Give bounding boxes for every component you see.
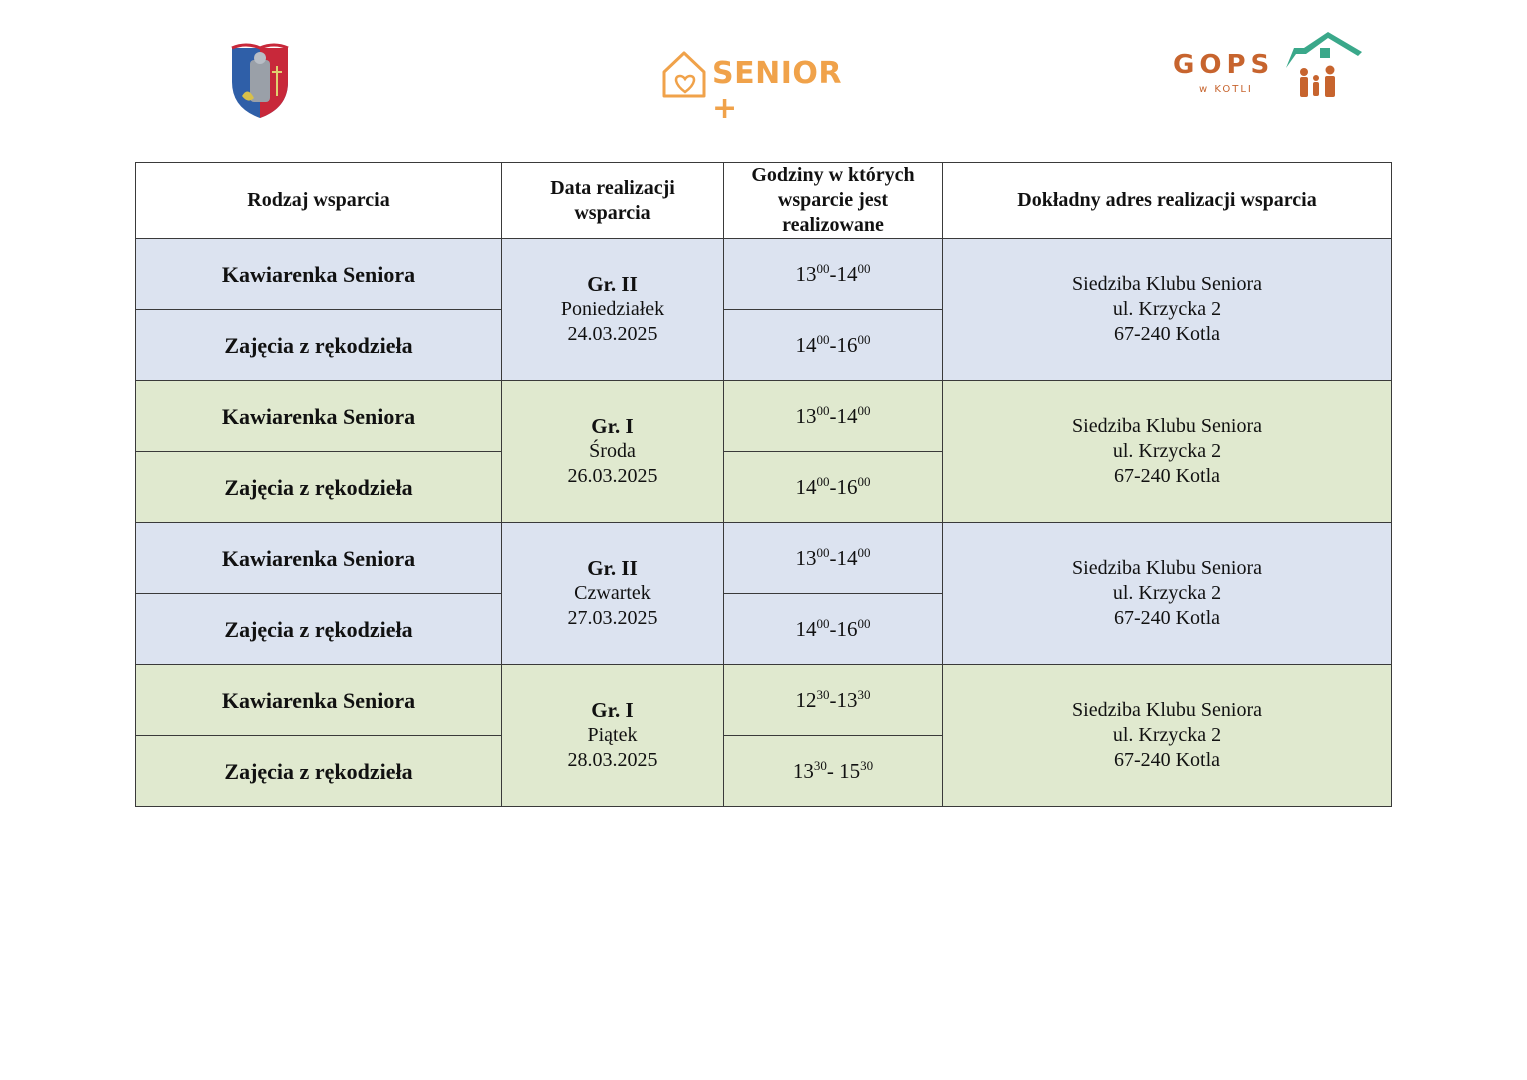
end-minute: 00: [857, 544, 871, 560]
start-hour: 14: [795, 332, 817, 357]
support-type-cell: Zajęcia z rękodzieła: [136, 594, 502, 665]
end-minute: 30: [857, 686, 871, 702]
address-line-1: Siedziba Klubu Seniora: [1072, 273, 1262, 295]
start-hour: 13: [795, 261, 817, 286]
support-type-cell: Kawiarenka Seniora: [136, 239, 502, 310]
gops-subtitle: w KOTLI: [1199, 84, 1253, 95]
start-minute: 30: [816, 686, 830, 702]
time-separator: -: [829, 545, 837, 570]
support-type-cell: Kawiarenka Seniora: [136, 381, 502, 452]
end-hour: 16: [836, 332, 858, 357]
end-hour: 15: [839, 758, 861, 783]
house-heart-icon: [660, 48, 710, 102]
gops-text: GOPS: [1173, 50, 1275, 80]
address-line-3: 67-240 Kotla: [1113, 749, 1221, 771]
table-row: [136, 665, 1392, 736]
end-hour: 14: [836, 261, 858, 286]
table-header-row: [136, 163, 1392, 239]
date-label: 27.03.2025: [567, 607, 658, 629]
group-label: Gr. II: [587, 272, 638, 296]
day-label: Środa: [589, 440, 636, 462]
start-hour: 13: [795, 545, 817, 570]
address-cell: [943, 381, 1392, 523]
start-minute: 00: [816, 331, 830, 347]
address-cell: [943, 239, 1392, 381]
start-hour: 12: [795, 687, 817, 712]
time-separator: -: [826, 758, 840, 783]
end-hour: 16: [836, 474, 858, 499]
schedule-table: [135, 162, 1392, 807]
start-hour: 14: [795, 616, 817, 641]
end-minute: 00: [857, 331, 871, 347]
start-hour: 14: [795, 474, 817, 499]
address-line-1: Siedziba Klubu Seniora: [1072, 415, 1262, 437]
end-hour: 16: [836, 616, 858, 641]
day-label: Piątek: [587, 724, 638, 746]
date-label: 26.03.2025: [567, 465, 658, 487]
address-line-2: ul. Krzycka 2: [1112, 724, 1222, 746]
support-type-cell: Zajęcia z rękodzieła: [136, 736, 502, 807]
end-hour: 14: [836, 545, 858, 570]
day-label: Poniedziałek: [560, 298, 665, 320]
support-type-cell: Kawiarenka Seniora: [136, 523, 502, 594]
address-line-2: ul. Krzycka 2: [1112, 440, 1222, 462]
date-label: 24.03.2025: [567, 323, 658, 345]
start-minute: 00: [816, 473, 830, 489]
start-hour: 13: [795, 403, 817, 428]
time-separator: -: [829, 616, 837, 641]
table-row: [136, 239, 1392, 310]
address-line-2: ul. Krzycka 2: [1112, 298, 1222, 320]
end-minute: 30: [860, 757, 874, 773]
support-type-cell: Zajęcia z rękodzieła: [136, 452, 502, 523]
table-row: [136, 523, 1392, 594]
end-minute: 00: [857, 473, 871, 489]
start-minute: 00: [816, 402, 830, 418]
table-row: [136, 381, 1392, 452]
end-minute: 00: [857, 260, 871, 276]
header-hours-label: Godziny w których wsparcie jest realizowane: [751, 164, 915, 236]
end-minute: 00: [857, 402, 871, 418]
end-hour: 14: [836, 403, 858, 428]
date-cell: [502, 239, 724, 381]
senior-plus-logo: [660, 48, 870, 126]
gops-logo: [1170, 28, 1370, 102]
end-hour: 13: [836, 687, 858, 712]
header-support-type: Rodzaj wsparcia: [136, 163, 502, 239]
date-label: 28.03.2025: [567, 749, 658, 771]
address-line-3: 67-240 Kotla: [1113, 465, 1221, 487]
header-hours: [724, 163, 943, 239]
address-line-3: 67-240 Kotla: [1113, 323, 1221, 345]
group-label: Gr. II: [587, 556, 638, 580]
address-line-1: Siedziba Klubu Seniora: [1072, 699, 1262, 721]
header-date-label: Data realizacji wsparcia: [550, 176, 675, 224]
address-line-3: 67-240 Kotla: [1113, 607, 1221, 629]
address-line-2: ul. Krzycka 2: [1112, 582, 1222, 604]
start-minute: 00: [816, 260, 830, 276]
hours-cell: [724, 736, 943, 807]
time-separator: -: [829, 403, 837, 428]
hours-cell: [724, 594, 943, 665]
header-date: [502, 163, 724, 239]
address-cell: [943, 665, 1392, 807]
support-type-cell: Zajęcia z rękodzieła: [136, 310, 502, 381]
date-cell: [502, 665, 724, 807]
hours-cell: [724, 523, 943, 594]
address-cell: [943, 523, 1392, 665]
hours-cell: [724, 381, 943, 452]
senior-plus-text: SENIOR +: [712, 56, 842, 126]
group-label: Gr. I: [591, 698, 634, 722]
start-hour: 13: [792, 758, 814, 783]
start-minute: 00: [816, 615, 830, 631]
hours-cell: [724, 665, 943, 736]
start-minute: 30: [813, 757, 827, 773]
day-label: Czwartek: [574, 582, 651, 604]
support-type-cell: Kawiarenka Seniora: [136, 665, 502, 736]
coat-of-arms-logo: [228, 42, 292, 120]
group-label: Gr. I: [591, 414, 634, 438]
time-separator: -: [829, 687, 837, 712]
address-line-1: Siedziba Klubu Seniora: [1072, 557, 1262, 579]
time-separator: -: [829, 474, 837, 499]
header-address: Dokładny adres realizacji wsparcia: [943, 163, 1392, 239]
house-family-icon: [1280, 28, 1370, 102]
hours-cell: [724, 239, 943, 310]
end-minute: 00: [857, 615, 871, 631]
time-separator: -: [829, 261, 837, 286]
start-minute: 00: [816, 544, 830, 560]
hours-cell: [724, 452, 943, 523]
time-separator: -: [829, 332, 837, 357]
date-cell: [502, 381, 724, 523]
hours-cell: [724, 310, 943, 381]
date-cell: [502, 523, 724, 665]
